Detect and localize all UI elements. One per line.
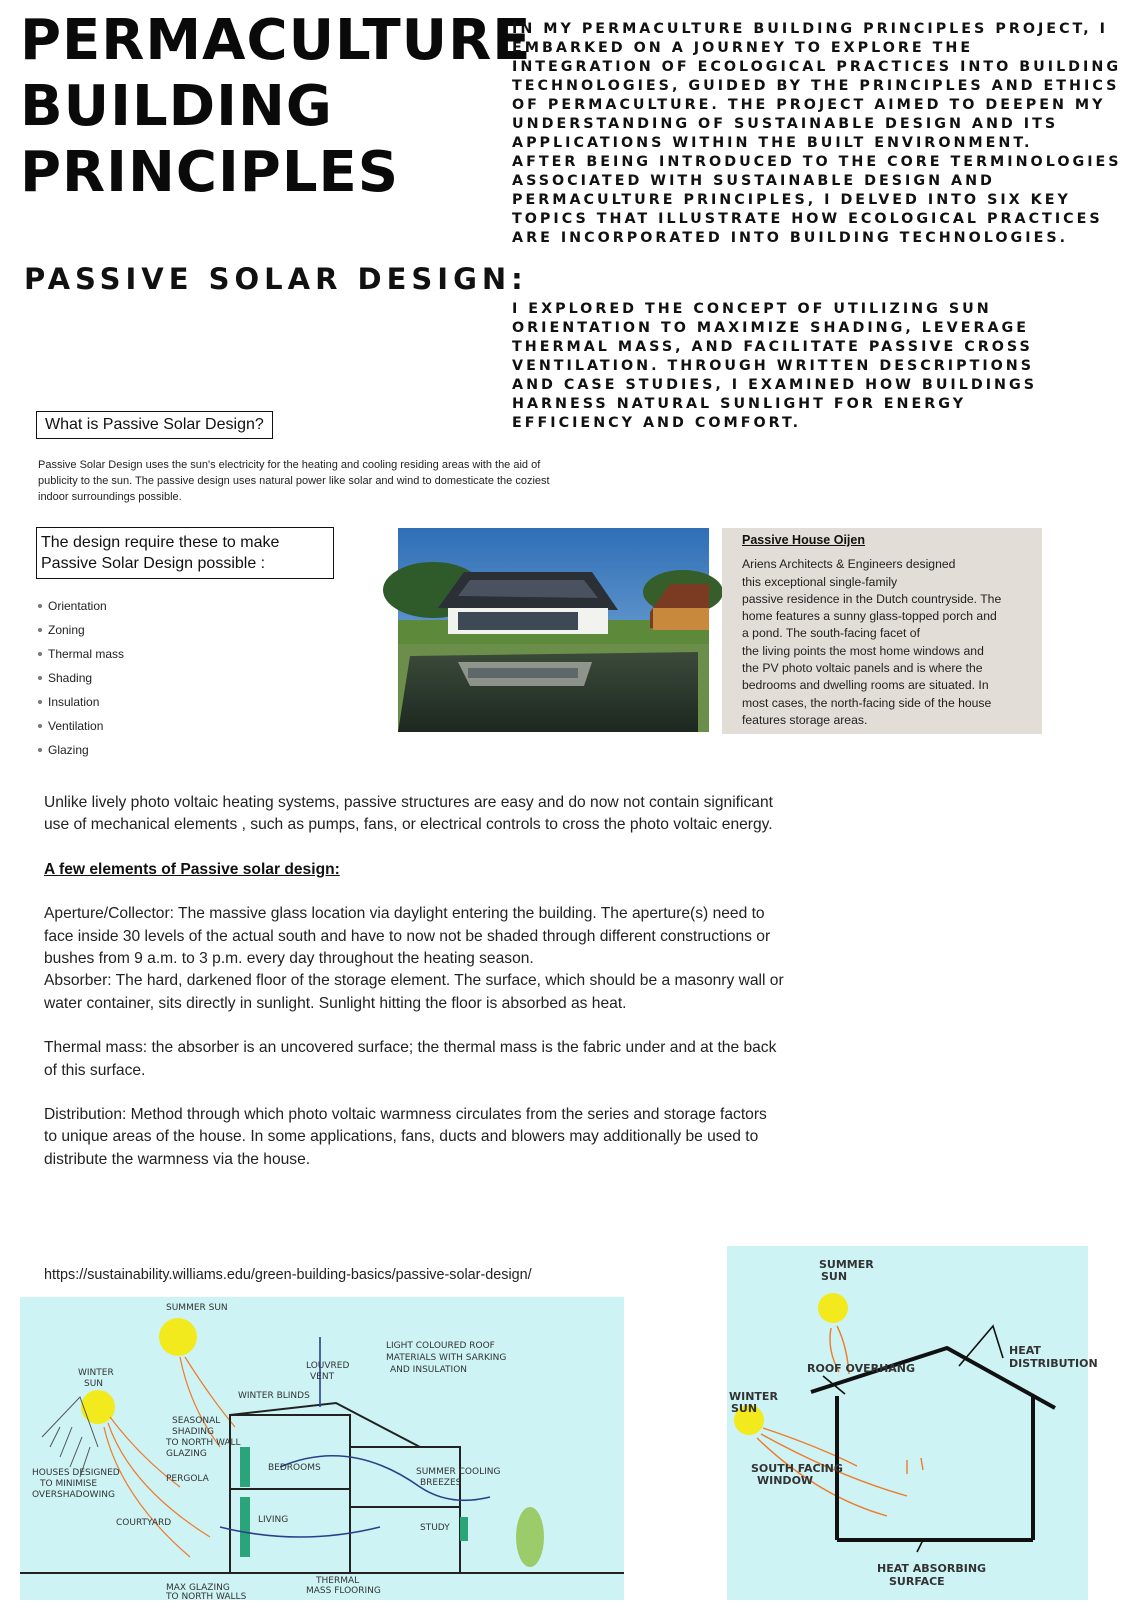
label-max-glazing: TO NORTH WALLS: [166, 1592, 247, 1602]
summer-sun-icon: [818, 1293, 848, 1323]
case-study-card: [722, 528, 1042, 734]
title-line: BUILDING: [20, 74, 333, 139]
case-study-line: this exceptional single-family: [742, 574, 898, 589]
page-title: [20, 8, 532, 206]
intro-paragraph: AFTER BEING INTRODUCED TO THE CORE TERMINOLOGIES ASSOCIATED WITH SUSTAINABLE DESIGN AND PERMACULTURE PRINCIPLES, I DELVED INTO SIX KEY TOPICS THAT ILLUSTRATE HOW ECOLOGICAL PRACTICES ARE INCORPORATED INTO BUILDING TECHNOLOGIES.: [512, 154, 1122, 246]
label-winter-sun: WINTER: [729, 1390, 778, 1403]
list-item: Insulation: [34, 695, 124, 719]
label-houses-designed: TO MINIMISE: [40, 1479, 98, 1489]
section-description: I EXPLORED THE CONCEPT OF UTILIZING SUN ORIENTATION TO MAXIMIZE SHADING, LEVERAGE THERMAL MASS, AND FACILITATE PASSIVE CROSS VENTILATION. THROUGH WRITTEN DESCRIPTIONS AND CASE STUDIES, I EXAMINED HOW BUILDINGS HARNESS NATURAL SUNLIGHT FOR ENERGY EFFICIENCY AND COMFORT.: [512, 301, 1038, 431]
label-courtyard: COURTYARD: [116, 1518, 172, 1528]
house-photo: [398, 528, 709, 732]
list-item: Glazing: [34, 743, 124, 767]
passive-solar-section-sketch: [727, 1246, 1098, 1600]
label-pergola: PERGOLA: [166, 1474, 209, 1484]
label-louvred-vent: VENT: [310, 1372, 335, 1382]
label-louvred-vent: LOUVRED: [306, 1361, 350, 1371]
label-heat-distribution: DISTRIBUTION: [1009, 1357, 1098, 1370]
label-summer-cooling: SUMMER COOLING: [416, 1467, 501, 1477]
body-paragraph: Absorber: The hard, darkened floor of the storage element. The surface, which should be a masonry wall or water container, sits directly in sunlight. Sunlight hitting the floor is absorbed as heat.: [44, 972, 784, 1012]
case-study-line: the PV photo voltaic panels and is where the: [742, 661, 983, 676]
label-heat-distribution: HEAT: [1009, 1344, 1041, 1357]
label-max-glazing: MAX GLAZING: [166, 1583, 230, 1593]
title-line: PRINCIPLES: [20, 140, 400, 205]
winter-sun-icon: [81, 1390, 115, 1424]
label-summer-cooling: BREEZES: [420, 1478, 462, 1488]
label-roof-note: MATERIALS WITH SARKING: [386, 1353, 507, 1363]
body-paragraph: Unlike lively photo voltaic heating systems, passive structures are easy and do now not contain significant use of mechanical elements , such as pumps, fans, or electrical controls to cross the photo voltaic energy.: [44, 794, 773, 834]
intro-paragraph: IN MY PERMACULTURE BUILDING PRINCIPLES PROJECT, I EMBARKED ON A JOURNEY TO EXPLORE THE INTEGRATION OF ECOLOGICAL PRACTICES INTO BUILDING TECHNOLOGIES, GUIDED BY THE PRINCIPLES AND ETHICS OF PERMACULTURE. THE PROJECT AIMED TO DEEPEN MY UNDERSTANDING OF SUSTAINABLE DESIGN AND ITS APPLICATIONS WITHIN THE BUILT ENVIRONMENT.: [512, 21, 1122, 151]
case-study-line: passive residence in the Dutch countryside. The: [742, 591, 1002, 606]
label-seasonal-shading: GLAZING: [166, 1449, 207, 1459]
label-summer-sun: SUN: [821, 1270, 848, 1283]
case-study-line: home features a sunny glass-topped porch and: [742, 609, 997, 624]
case-study-line: features storage areas.: [742, 712, 868, 727]
label-south-window: WINDOW: [757, 1474, 814, 1487]
label-living: LIVING: [258, 1515, 289, 1525]
label-winter-blinds: WINTER BLINDS: [238, 1391, 310, 1401]
case-study-line: a pond. The south-facing facet of: [742, 626, 920, 641]
list-item: Shading: [34, 671, 124, 695]
label-seasonal-shading: TO NORTH WALL: [166, 1438, 241, 1448]
label-roof-note: LIGHT COLOURED ROOF: [386, 1341, 495, 1351]
house-photo-illustration: [398, 528, 709, 732]
case-study-line: bedrooms and dwelling rooms are situated. In: [742, 678, 989, 693]
label-houses-designed: HOUSES DESIGNED: [32, 1468, 120, 1478]
body-text: [44, 792, 784, 1171]
list-item: Ventilation: [34, 719, 124, 743]
list-item: Zoning: [34, 623, 124, 647]
case-study-line: Ariens Architects & Engineers designed: [742, 557, 956, 572]
list-item: Thermal mass: [34, 647, 124, 671]
body-paragraph: Thermal mass: the absorber is an uncovered surface; the thermal mass is the fabric under and at the back of this surface.: [44, 1039, 777, 1079]
house-section-drawing: [20, 1297, 624, 1600]
section-heading: PASSIVE SOLAR DESIGN:: [24, 262, 528, 296]
intro-paragraphs: [512, 20, 1122, 248]
list-item: Orientation: [34, 599, 124, 623]
house-outline-drawing: [727, 1246, 1098, 1600]
source-url: https://sustainability.williams.edu/green-building-basics/passive-solar-design/: [44, 1267, 532, 1283]
case-study-line: the living points the most home windows and: [742, 643, 984, 658]
what-is-answer: Passive Solar Design uses the sun's electricity for the heating and cooling residing areas with the aid of publicity to the sun. The passive design uses natural power like solar and wind to domesticate the coziest indoor surroundings possible.: [38, 459, 550, 503]
label-heat-absorbing: SURFACE: [889, 1575, 945, 1588]
label-thermal-mass: THERMAL: [316, 1576, 360, 1586]
label-bedrooms: BEDROOMS: [268, 1463, 321, 1473]
label-seasonal-shading: SEASONAL: [172, 1416, 221, 1426]
label-roof-note: AND INSULATION: [390, 1365, 468, 1375]
requirements-list: [34, 599, 124, 767]
label-summer-sun: SUMMER SUN: [166, 1303, 228, 1313]
label-winter-sun: WINTER: [78, 1368, 114, 1378]
case-study-line: most cases, the north-facing side of the house: [742, 695, 992, 710]
body-paragraph: Aperture/Collector: The massive glass location via daylight entering the building. The aperture(s) need to face inside 30 levels of the actual south and have to now not be shaded through different constructions or bushes from 9 a.m. to 3 p.m. every day throughout the heating season.: [44, 905, 771, 968]
label-winter-sun: SUN: [84, 1379, 104, 1389]
label-study: STUDY: [420, 1523, 450, 1533]
label-heat-absorbing: HEAT ABSORBING: [877, 1562, 987, 1575]
what-is-question-box: What is Passive Solar Design?: [36, 411, 273, 439]
label-houses-designed: OVERSHADOWING: [32, 1490, 115, 1500]
label-thermal-mass: MASS FLOORING: [306, 1586, 381, 1596]
body-paragraph: Distribution: Method through which photo voltaic warmness circulates from the series and storage factors to unique areas of the house. In some applications, fans, ducts and blowers may additionally be used to distribute the warmness via the house.: [44, 1106, 767, 1168]
label-summer-sun: SUMMER: [819, 1258, 874, 1271]
label-south-window: SOUTH FACING: [751, 1462, 843, 1475]
summer-sun-icon: [159, 1318, 197, 1356]
title-line: PERMACULTURE: [20, 8, 532, 73]
requirements-heading-box: The design require these to make Passive Solar Design possible :: [36, 527, 334, 579]
elements-heading: A few elements of Passive solar design:: [44, 860, 340, 878]
label-winter-sun: SUN: [731, 1402, 758, 1415]
passive-solar-house-sketch: [20, 1297, 624, 1600]
label-seasonal-shading: SHADING: [172, 1427, 214, 1437]
case-study-title: Passive House Oijen: [742, 533, 865, 547]
label-roof-overhang: ROOF OVERHANG: [807, 1362, 916, 1375]
